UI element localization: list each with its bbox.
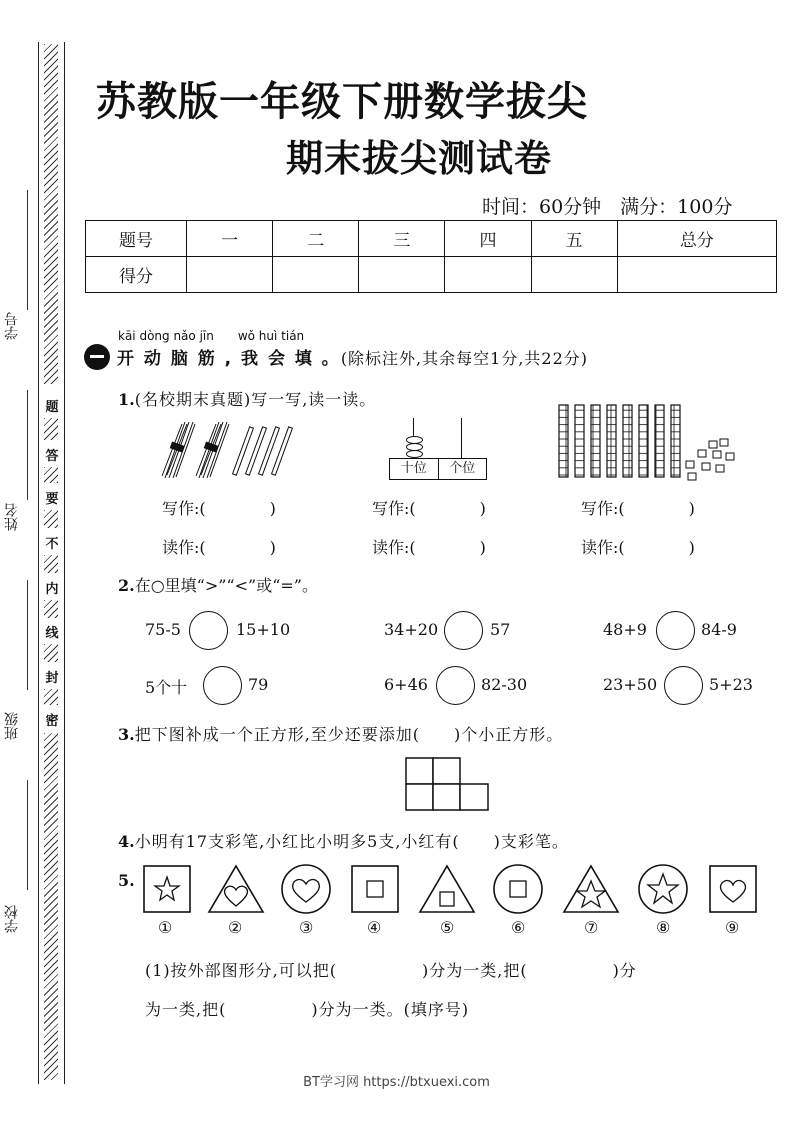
binding-char: 不	[45, 537, 59, 552]
ten-rod	[655, 405, 664, 477]
abacus-label-ones: 个位	[449, 461, 476, 476]
ten-rod	[671, 405, 680, 477]
compare-left: 6+46	[384, 675, 428, 694]
binding-char: 题	[45, 400, 59, 415]
shape-number: ⑤	[440, 918, 455, 937]
shape-number: ⑧	[656, 918, 671, 937]
shape-4	[352, 866, 398, 912]
ten-rod	[639, 405, 648, 477]
binding-hatch	[44, 44, 58, 384]
unit-cube	[720, 439, 728, 446]
binding-hatch	[44, 600, 58, 618]
score-table-score-row	[86, 257, 777, 293]
compare-left: 75-5	[145, 620, 181, 639]
unit-cube	[726, 453, 734, 460]
question-text: 在○里填“>”“<”或“=”。	[134, 576, 318, 595]
unit-cube	[688, 473, 696, 480]
ten-rod	[591, 405, 600, 477]
shape-8	[639, 865, 687, 913]
score-table	[85, 220, 777, 293]
shape-3	[282, 865, 330, 913]
compare-right: 84-9	[701, 620, 737, 639]
small-square	[460, 784, 488, 810]
shape-number: ⑦	[584, 918, 599, 937]
binding-hatch	[44, 418, 58, 440]
score-input-cell[interactable]	[617, 257, 776, 293]
binding-line-inner	[64, 42, 65, 1084]
ten-rod	[559, 405, 568, 477]
question-number: 2.	[118, 576, 135, 595]
binding-char: 密	[45, 714, 59, 729]
unit-cube	[686, 461, 694, 468]
binding-hatch	[44, 733, 58, 1080]
compare-left: 23+50	[603, 675, 658, 694]
binding-char: 内	[45, 582, 59, 597]
shape-5	[420, 866, 474, 912]
compare-circle[interactable]	[189, 611, 228, 650]
compare-circle[interactable]	[664, 666, 703, 705]
compare-left: 34+20	[384, 620, 439, 639]
score-input-cell[interactable]	[359, 257, 445, 293]
read-answer-3[interactable]: 读作:( )	[581, 538, 695, 557]
score-header-cell: 五	[531, 221, 617, 257]
binding-hatch	[44, 467, 58, 483]
name-line	[27, 390, 28, 500]
write-answer-2[interactable]: 写作:( )	[372, 499, 486, 518]
stick-bundle	[196, 422, 229, 478]
score-input-cell[interactable]	[187, 257, 273, 293]
shape-number: ②	[228, 918, 243, 937]
shapes-figure	[138, 862, 758, 918]
compare-right: 79	[248, 675, 269, 694]
question-1	[118, 387, 376, 410]
shape-number: ④	[367, 918, 382, 937]
score-row-label: 得分	[86, 257, 187, 293]
abacus-base	[389, 458, 487, 480]
section-heading	[117, 344, 588, 369]
school-line	[27, 780, 28, 890]
score-input-cell[interactable]	[445, 257, 531, 293]
binding-hatch	[44, 689, 58, 705]
score-header-cell: 三	[359, 221, 445, 257]
q5-subquestion-line1[interactable]: (1)按外部图形分,可以把( )分为一类,把( )分	[145, 961, 637, 980]
shape-9	[710, 866, 756, 912]
abacus-rod-ones	[461, 418, 462, 458]
binding-hatch	[44, 510, 58, 528]
unit-cube	[713, 451, 721, 458]
student-id-label: 学号	[4, 312, 20, 340]
section-heading-text: 开 动 脑 筋 , 我 会 填 。	[117, 349, 341, 369]
read-answer-1[interactable]: 读作:( )	[162, 538, 276, 557]
school-label: 学校	[4, 905, 20, 933]
question-number: 5.	[118, 871, 135, 890]
score-header-cell: 题号	[86, 221, 187, 257]
question-5	[118, 871, 135, 890]
section-pinyin: kāi dòng nǎo jīn wǒ huì tián	[118, 329, 305, 343]
binding-char: 要	[45, 492, 59, 507]
shape-number: ⑥	[511, 918, 526, 937]
shape-2	[209, 866, 263, 912]
compare-right: 5+23	[709, 675, 753, 694]
question-text: (名校期末真题)写一写,读一读。	[134, 390, 377, 409]
page-subtitle: 期末拔尖测试卷	[286, 137, 552, 180]
compare-circle[interactable]	[436, 666, 475, 705]
question-2	[118, 573, 318, 596]
write-answer-3[interactable]: 写作:( )	[581, 499, 695, 518]
compare-circle[interactable]	[656, 611, 695, 650]
score-table-header-row	[86, 221, 777, 257]
compare-right: 82-30	[481, 675, 528, 694]
question-text: 把下图补成一个正方形,至少还要添加( )个小正方形。	[134, 725, 564, 744]
binding-hatch	[44, 555, 58, 573]
question-4	[118, 829, 569, 852]
unit-cube	[702, 463, 710, 470]
compare-circle[interactable]	[444, 611, 483, 650]
stick-bundle	[162, 422, 195, 478]
question-text: 小明有17支彩笔,小红比小明多5支,小红有( )支彩笔。	[134, 832, 569, 851]
ten-rod	[607, 405, 616, 477]
unit-cube	[716, 465, 724, 472]
shape-7	[564, 866, 618, 912]
shape-number: ①	[158, 918, 173, 937]
stick-bundles-figure	[155, 420, 305, 480]
ten-rod	[623, 405, 632, 477]
question-number: 4.	[118, 832, 135, 851]
class-line	[27, 580, 28, 690]
shape-number: ⑨	[725, 918, 740, 937]
abacus-label-tens: 十位	[390, 459, 439, 479]
abacus-bead	[406, 450, 423, 458]
section-note: (除标注外,其余每空1分,共22分)	[340, 349, 589, 368]
shape-1	[144, 866, 190, 912]
read-answer-2[interactable]: 读作:( )	[372, 538, 486, 557]
write-answer-1[interactable]: 写作:( )	[162, 499, 276, 518]
score-input-cell[interactable]	[273, 257, 359, 293]
compare-left: 48+9	[603, 620, 647, 639]
shape-6	[494, 865, 542, 913]
score-header-cell: 二	[273, 221, 359, 257]
question-number: 1.	[118, 390, 135, 409]
footer-watermark: BT学习网 https://btxuexi.com	[303, 1075, 490, 1090]
binding-char: 线	[45, 626, 59, 641]
compare-right: 57	[490, 620, 511, 639]
compare-right: 15+10	[236, 620, 291, 639]
student-id-line	[27, 190, 28, 310]
score-header-cell: 四	[445, 221, 531, 257]
small-square	[433, 758, 460, 784]
compare-circle[interactable]	[203, 666, 242, 705]
loose-sticks	[233, 427, 293, 475]
abacus-figure	[389, 418, 487, 480]
binding-line-outer	[38, 42, 39, 1084]
unit-cube	[709, 441, 717, 448]
unit-cube	[698, 450, 706, 457]
time-info: 时间：60分钟 满分：100分	[482, 196, 733, 218]
score-header-cell: 总分	[617, 221, 776, 257]
shape-number: ③	[299, 918, 314, 937]
binding-char: 封	[45, 671, 59, 686]
page-title: 苏教版一年级下册数学拔尖	[96, 79, 588, 125]
small-square	[406, 758, 433, 784]
question-3	[118, 722, 563, 745]
compare-left: 5个十	[145, 678, 188, 697]
base-ten-blocks-figure	[557, 403, 747, 483]
class-label: 班级	[4, 712, 20, 740]
ten-rod	[575, 405, 584, 477]
name-label: 姓名	[4, 503, 20, 531]
binding-hatch	[44, 644, 58, 662]
small-square	[406, 784, 433, 810]
question-number: 3.	[118, 725, 135, 744]
binding-char: 答	[45, 449, 59, 464]
small-square	[433, 784, 460, 810]
square-figure	[405, 757, 491, 813]
section-badge	[84, 344, 110, 370]
score-input-cell[interactable]	[531, 257, 617, 293]
score-header-cell: 一	[187, 221, 273, 257]
q5-subquestion-line2[interactable]: 为一类,把( )分为一类。(填序号)	[145, 1000, 470, 1019]
